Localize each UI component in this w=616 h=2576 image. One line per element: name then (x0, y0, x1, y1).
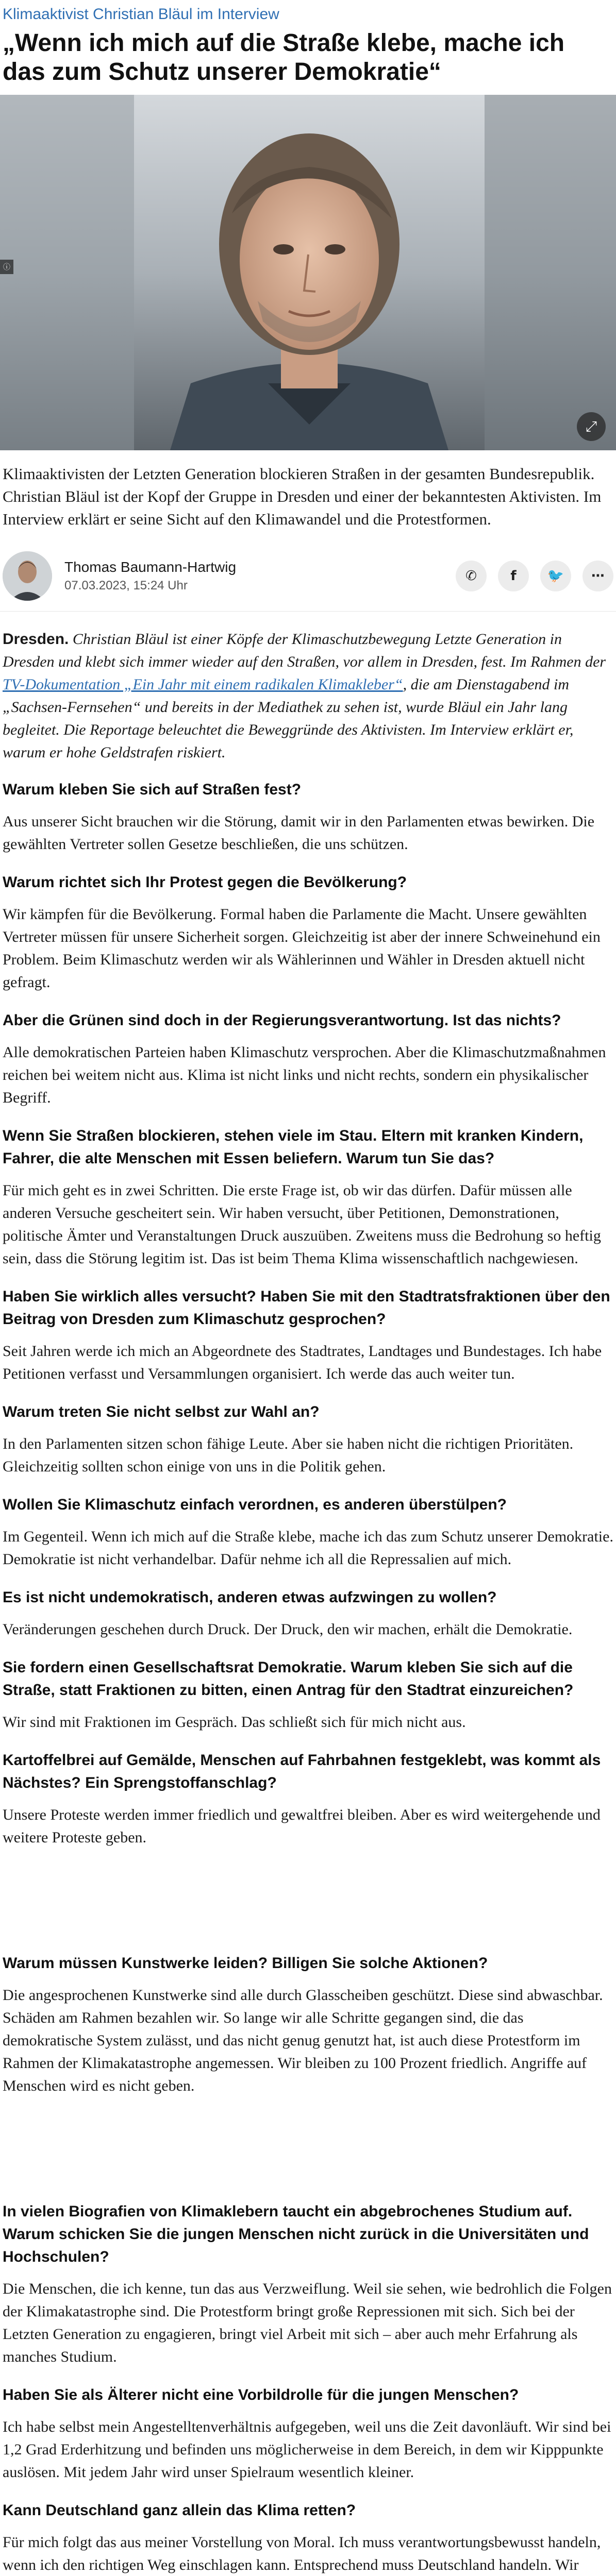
qa-block (3, 1494, 613, 1571)
qa-block (3, 1285, 613, 1385)
ad-spacer (3, 2113, 613, 2200)
interview-answer: Die angesprochenen Kunstwerke sind alle durch Glasscheiben geschützt. Diese sind abwaschbar. Schäden am Rahmen bezahlen wir. So lange wir alle Schritte gegangen sind, die das demokratische System zulässt, und das nicht genug genutzt hat, ist auch diese Protestform im Rahmen der Klimakatastrophe angemessen. Wir bleiben zu 100 Prozent friedlich. Angriffe auf Menschen wird es nicht geben. (3, 1987, 603, 2094)
intro-text-1: Christian Bläul ist einer Köpfe der Klimaschutzbewegung Letzte Generation in Dresden und klebt sich immer wieder auf den Straßen, vor allem in Dresden, fest. Im Rahmen der (3, 631, 606, 670)
interview-question: Wenn Sie Straßen blockieren, stehen viele im Stau. Eltern mit kranken Kindern, Fahrer, die alte Menschen mit Essen beliefern. Warum tun Sie das? (3, 1127, 584, 1167)
interview-answer: Veränderungen geschehen durch Druck. Der Druck, den wir machen, erhält die Demokratie. (3, 1621, 573, 1638)
qa-block (3, 778, 613, 856)
more-icon: ⋯ (591, 568, 605, 584)
tv-documentary-link[interactable]: TV-Dokumentation „Ein Jahr mit einem radikalen Klimakleber“ (3, 676, 403, 693)
qa-block (3, 2200, 613, 2368)
qa-block (3, 1656, 613, 1734)
interview-answer: Die Menschen, die ich kenne, tun das aus Verzweiflung. Weil sie sehen, wie bedrohlich die Folgen der Klimakatastrophe sind. Die Protestform bringt große Repressionen mit sich. Sich bei der Letzten Generation zu engagieren, bringt viel Arbeit mit sich – aber auch mehr Erfahrung als manches Studium. (3, 2280, 612, 2365)
share-buttons (456, 561, 613, 591)
article-teaser: Klimaaktivisten der Letzten Generation blockieren Straßen in der gesamten Bundesrepublik. Christian Bläul ist der Kopf der Gruppe in Dresden und einer der bekanntesten Aktivisten. Im Interview erklärt er seine Sicht auf den Klimawandel und die Protestformen. (3, 465, 602, 528)
qa-block (3, 1749, 613, 1849)
info-icon: ⓘ (3, 263, 10, 272)
qa-block (3, 1952, 613, 2097)
share-facebook-button[interactable] (498, 561, 529, 591)
avatar-icon (3, 551, 52, 601)
image-credit-icon[interactable] (0, 260, 13, 274)
article-body (0, 612, 616, 2576)
share-more-button[interactable] (582, 561, 613, 591)
ad-spacer (3, 1865, 613, 1952)
qa-block (3, 1125, 613, 1270)
interview-answer: Alle demokratischen Parteien haben Klimaschutz versprochen. Aber die Klimaschutzmaßnahmen reichen bei weitem nicht aus. Klima ist nicht links und nicht rechts, sondern ein physikalischer Begriff. (3, 1044, 606, 1106)
author-meta (64, 559, 456, 593)
interview-question: Warum treten Sie nicht selbst zur Wahl an? (3, 1403, 320, 1420)
interview-question: Haben Sie wirklich alles versucht? Haben Sie mit den Stadtratsfraktionen über den Beitrag von Dresden zum Klimaschutz gesprochen? (3, 1288, 610, 1328)
facebook-icon: f (510, 568, 517, 584)
article-intro (3, 628, 613, 764)
article-kicker: Klimaaktivist Christian Bläul im Interview (3, 6, 279, 23)
interview-question: Warum kleben Sie sich auf Straßen fest? (3, 781, 302, 798)
qa-block (3, 1009, 613, 1109)
interview-question: Warum richtet sich Ihr Protest gegen die Bevölkerung? (3, 874, 407, 891)
portrait-illustration (0, 95, 616, 450)
dateline: Dresden. (3, 631, 69, 648)
whatsapp-icon: ✆ (465, 568, 477, 584)
interview-question: Wollen Sie Klimaschutz einfach verordnen, es anderen überstülpen? (3, 1496, 507, 1513)
interview-answer: Seit Jahren werde ich mich an Abgeordnete des Stadtrates, Landtages und Bundestages. Ich habe Petitionen verfasst und Versammlungen organisiert. Ich werde das auch weiter tun. (3, 1343, 602, 1382)
interview-question: Sie fordern einen Gesellschaftsrat Demokratie. Warum kleben Sie sich auf die Straße, statt Fraktionen zu bitten, einen Antrag für den Stadtrat einzureichen? (3, 1659, 574, 1699)
interview-answer: Für mich folgt das aus meiner Vorstellung von Moral. Ich muss verantwortungsbewusst handeln, wenn ich den richtigen Weg einschlagen kann. Entsprechend muss Deutschland handeln. Wir (3, 2534, 601, 2573)
interview-answer: Wir kämpfen für die Bevölkerung. Formal haben die Parlamente die Macht. Unsere gewählten Vertreter müssen für unsere Sicherheit sorgen. Gleichzeitig ist aber der innere Schweinehund ein Problem. Beim Klimaschutz werden wir als Wählerinnen und Wähler in Dresden aktuell nicht gefragt. (3, 906, 601, 991)
interview-question: Es ist nicht undemokratisch, anderen etwas aufzwingen zu wollen? (3, 1589, 497, 1606)
expand-icon: ⤢ (585, 418, 597, 435)
interview-answer: Im Gegenteil. Wenn ich mich auf die Straße klebe, mache ich das zum Schutz unserer Demokratie. Demokratie ist nicht verhandelbar. Dafür nehme ich all die Repressalien auf mich. (3, 1528, 613, 1568)
author-bar (0, 543, 616, 612)
interview-answer: In den Parlamenten sitzen schon fähige Leute. Aber sie haben nicht die richtigen Prioritäten. Gleichzeitig sollten schon einige von uns in die Politik gehen. (3, 1435, 574, 1475)
interview-question: Kartoffelbrei auf Gemälde, Menschen auf Fahrbahnen festgeklebt, was kommt als Nächstes? Ein Sprengstoffanschlag? (3, 1752, 601, 1791)
interview-answer: Unsere Proteste werden immer friedlich und gewaltfrei bleiben. Aber es wird weitergehende und weitere Proteste geben. (3, 1806, 601, 1846)
qa-block (3, 2499, 613, 2576)
qa-block (3, 871, 613, 994)
author-name[interactable]: Thomas Baumann-Hartwig (64, 559, 237, 575)
interview-question: Aber die Grünen sind doch in der Regierungsverantwortung. Ist das nichts? (3, 1012, 561, 1029)
interview-question: In vielen Biografien von Klimaklebern taucht ein abgebrochenes Studium auf. Warum schicken Sie die jungen Menschen nicht zurück in die Universitäten und Hochschulen? (3, 2203, 589, 2265)
interview-question: Kann Deutschland ganz allein das Klima retten? (3, 2502, 356, 2519)
twitter-icon: 🐦 (547, 568, 564, 584)
interview-answer: Ich habe selbst mein Angestelltenverhältnis aufgegeben, weil uns die Zeit davonläuft. Wir sind bei 1,2 Grad Erderhitzung und befinden uns möglicherweise in dem Bereich, in dem wir Kipppunkte auslösen. Mit jedem Jahr wird unser Spielraum wesentlich kleiner. (3, 2418, 611, 2481)
share-whatsapp-button[interactable] (456, 561, 487, 591)
interview-qa (3, 778, 613, 2576)
qa-block (3, 1586, 613, 1641)
interview-answer: Für mich geht es in zwei Schritten. Die erste Frage ist, ob wir das dürfen. Dafür müssen alle anderen Versuche gescheitert sein. Wir haben versucht, über Petitionen, Demonstrationen, politische Ämter und Veranstaltungen Druck auszuüben. Zweitens muss die Bedrohung so heftig sein, dass die Störung legitim ist. Das ist beim Thema Klima wissenschaftlich nachgewiesen. (3, 1182, 601, 1267)
publish-date: 07.03.2023, 15:24 Uhr (64, 579, 188, 592)
article-headline: „Wenn ich mich auf die Straße klebe, mache ich das zum Schutz unserer Demokratie“ (3, 29, 565, 86)
interview-question: Warum müssen Kunstwerke leiden? Billigen Sie solche Aktionen? (3, 1955, 488, 1972)
interview-answer: Aus unserer Sicht brauchen wir die Störung, damit wir in den Parlamenten etwas bewirken. Die gewählten Vertreter sollen Gesetze beschließen, die uns schützen. (3, 813, 595, 853)
interview-question: Haben Sie als Älterer nicht eine Vorbildrolle für die jungen Menschen? (3, 2386, 519, 2403)
interview-answer: Wir sind mit Fraktionen im Gespräch. Das schließt sich für mich nicht aus. (3, 1714, 466, 1731)
intro-text-2: , die am Dienstagabend im „Sachsen-Fernsehen“ und bereits in der Mediathek zu sehen ist, wurde Bläul ein Jahr lang begleitet. Die Reportage beleuchtet die Beweggründe des Aktivisten. Im Interview erklärt er, warum er hohe Geldstrafen riskiert. (3, 676, 574, 761)
share-twitter-button[interactable] (540, 561, 571, 591)
qa-block (3, 1401, 613, 1478)
hero-image (0, 95, 616, 450)
author-avatar[interactable] (3, 551, 52, 601)
qa-block (3, 2384, 613, 2484)
expand-image-button[interactable] (577, 412, 606, 441)
